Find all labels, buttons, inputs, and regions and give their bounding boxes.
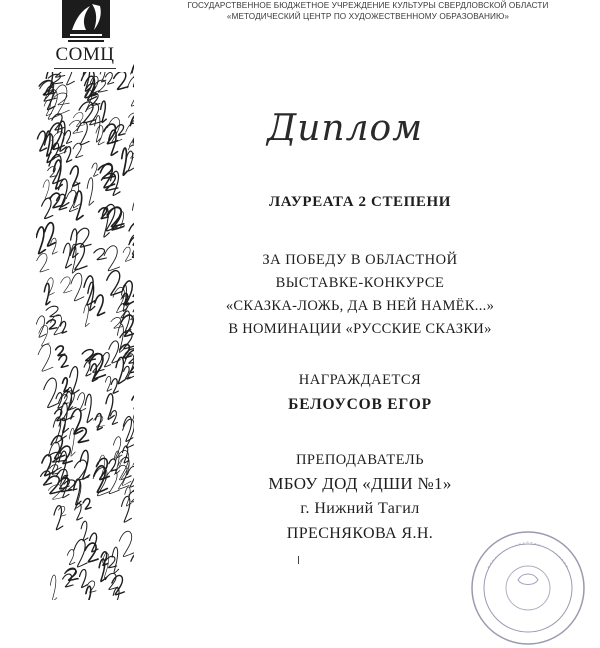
school-name: МБОУ ДОД «ДШИ №1»	[210, 474, 510, 494]
calligraphy-stroke	[50, 238, 57, 254]
signature-mark	[298, 556, 299, 564]
teacher-name: ПРЕСНЯКОВА Я.Н.	[210, 525, 510, 543]
calligraphy-stroke	[67, 550, 75, 565]
calligraphy-stroke	[45, 223, 56, 246]
calligraphy-stroke	[102, 207, 110, 237]
awarded-label: НАГРАЖДАЕТСЯ	[210, 372, 510, 389]
calligraphy-stroke	[86, 586, 92, 600]
calligraphy-stroke	[122, 496, 132, 522]
calligraphy-stroke	[71, 273, 84, 301]
calligraphy-stroke	[37, 253, 49, 272]
calligraphy-stroke	[65, 130, 72, 143]
calligraphy-stroke	[133, 456, 134, 480]
calligraphy-stroke	[124, 366, 131, 379]
calligraphy-stroke	[74, 539, 87, 567]
organization-header	[158, 0, 578, 22]
calligraphy-stroke	[47, 320, 57, 329]
calligraphy-stroke	[113, 437, 122, 459]
diploma-title: Диплом	[250, 108, 440, 149]
official-seal-icon	[468, 528, 588, 648]
calligraphy-stroke	[63, 378, 69, 392]
calligraphy-stroke	[96, 458, 109, 479]
for-victory-line: ЗА ПОБЕДУ В ОБЛАСТНОЙ	[210, 252, 510, 269]
calligraphy-stroke	[132, 200, 134, 226]
calligraphy-stroke	[73, 112, 85, 126]
calligraphy-stroke	[113, 287, 126, 312]
calligraphy-stroke	[105, 73, 113, 85]
calligraphy-pattern	[36, 0, 134, 600]
calligraphy-stroke	[51, 315, 64, 335]
calligraphy-stroke	[133, 288, 134, 309]
calligraphy-stroke	[75, 428, 89, 443]
calligraphy-stroke	[114, 71, 128, 89]
calligraphy-stroke	[71, 229, 78, 258]
logo	[40, 0, 130, 72]
calligraphy-stroke	[111, 379, 118, 394]
calligraphy-stroke	[65, 147, 72, 162]
calligraphy-stroke	[36, 227, 45, 254]
calligraphy-stroke	[77, 122, 89, 145]
contest-name: «СКАЗКА-ЛОЖЬ, ДА В НЕЙ НАМЁК...»	[210, 298, 510, 315]
calligraphy-stroke	[43, 180, 50, 200]
nomination-line: В НОМИНАЦИИ «РУССКИЕ СКАЗКИ»	[210, 321, 510, 338]
teacher-label: ПРЕПОДАВАТЕЛЬ	[210, 452, 510, 469]
calligraphy-stroke	[60, 321, 66, 333]
logo-mark-icon	[62, 0, 110, 44]
recipient-name: БЕЛОУСОВ ЕГОР	[210, 396, 510, 414]
calligraphy-stroke	[48, 74, 62, 84]
calligraphy-stroke	[46, 306, 60, 317]
calligraphy-stroke	[119, 531, 134, 556]
laureate-degree: ЛАУРЕАТА 2 СТЕПЕНИ	[210, 194, 510, 211]
calligraphy-stroke	[101, 101, 107, 122]
calligraphy-stroke	[69, 120, 82, 133]
calligraphy-stroke	[73, 143, 83, 157]
calligraphy-stroke	[42, 198, 53, 219]
calligraphy-stroke	[70, 166, 79, 186]
header-line-2: «МЕТОДИЧЕСКИЙ ЦЕНТР ПО ХУДОЖЕСТВЕННОМУ ОБРАЗОВАНИЮ»	[158, 11, 578, 22]
calligraphy-stroke	[132, 394, 134, 408]
calligraphy-stroke	[83, 499, 91, 510]
calligraphy-stroke	[75, 504, 83, 520]
calligraphy-stroke	[131, 551, 134, 576]
calligraphy-stroke	[80, 569, 88, 587]
calligraphy-stroke	[54, 506, 63, 530]
calligraphy-stroke	[106, 573, 118, 589]
header-line-1: ГОСУДАРСТВЕННОЕ БЮДЖЕТНОЕ УЧРЕЖДЕНИЕ КУЛЬТУРЫ СВЕРДЛОВСКОЙ ОБЛАСТИ	[158, 0, 578, 11]
calligraphy-stroke	[36, 316, 46, 337]
calligraphy-stroke	[88, 282, 95, 310]
calligraphy-stroke	[53, 85, 69, 115]
calligraphy-stroke	[122, 148, 128, 175]
exhibition-line: ВЫСТАВКЕ-КОНКУРСЕ	[210, 275, 510, 292]
calligraphy-stroke	[116, 125, 125, 136]
logo-text: СОМЦ	[40, 44, 130, 66]
calligraphy-stroke	[87, 178, 94, 206]
city-name: г. Нижний Тагил	[210, 500, 510, 518]
calligraphy-stroke	[95, 295, 105, 316]
calligraphy-stroke	[112, 547, 119, 573]
calligraphy-stroke	[39, 325, 50, 346]
logo-underline	[54, 68, 116, 69]
calligraphy-stroke	[74, 191, 83, 220]
calligraphy-stroke	[126, 151, 134, 171]
calligraphy-stroke	[70, 367, 79, 394]
calligraphy-stroke	[105, 376, 111, 391]
calligraphy-stroke	[44, 283, 50, 305]
calligraphy-stroke	[81, 521, 88, 541]
calligraphy-stroke	[56, 346, 65, 356]
calligraphy-stroke	[127, 76, 134, 106]
calligraphy-stroke	[54, 160, 63, 189]
calligraphy-stroke	[61, 277, 72, 293]
calligraphy-stroke	[85, 394, 92, 422]
calligraphy-stroke	[38, 344, 53, 371]
calligraphy-stroke	[48, 167, 57, 177]
calligraphy-stroke	[123, 446, 129, 463]
calligraphy-stroke	[105, 470, 119, 494]
calligraphy-stroke	[44, 378, 59, 407]
calligraphy-stroke	[84, 304, 90, 326]
calligraphy-stroke	[59, 355, 68, 367]
calligraphy-stroke	[123, 247, 131, 261]
calligraphy-stroke	[92, 163, 98, 176]
calligraphy-stroke	[107, 271, 122, 296]
calligraphy-stroke	[50, 575, 57, 600]
calligraphy-stroke	[85, 543, 98, 562]
calligraphy-strip	[36, 0, 134, 600]
calligraphy-stroke	[106, 556, 117, 567]
calligraphy-stroke	[109, 459, 117, 471]
calligraphy-stroke	[46, 278, 54, 295]
